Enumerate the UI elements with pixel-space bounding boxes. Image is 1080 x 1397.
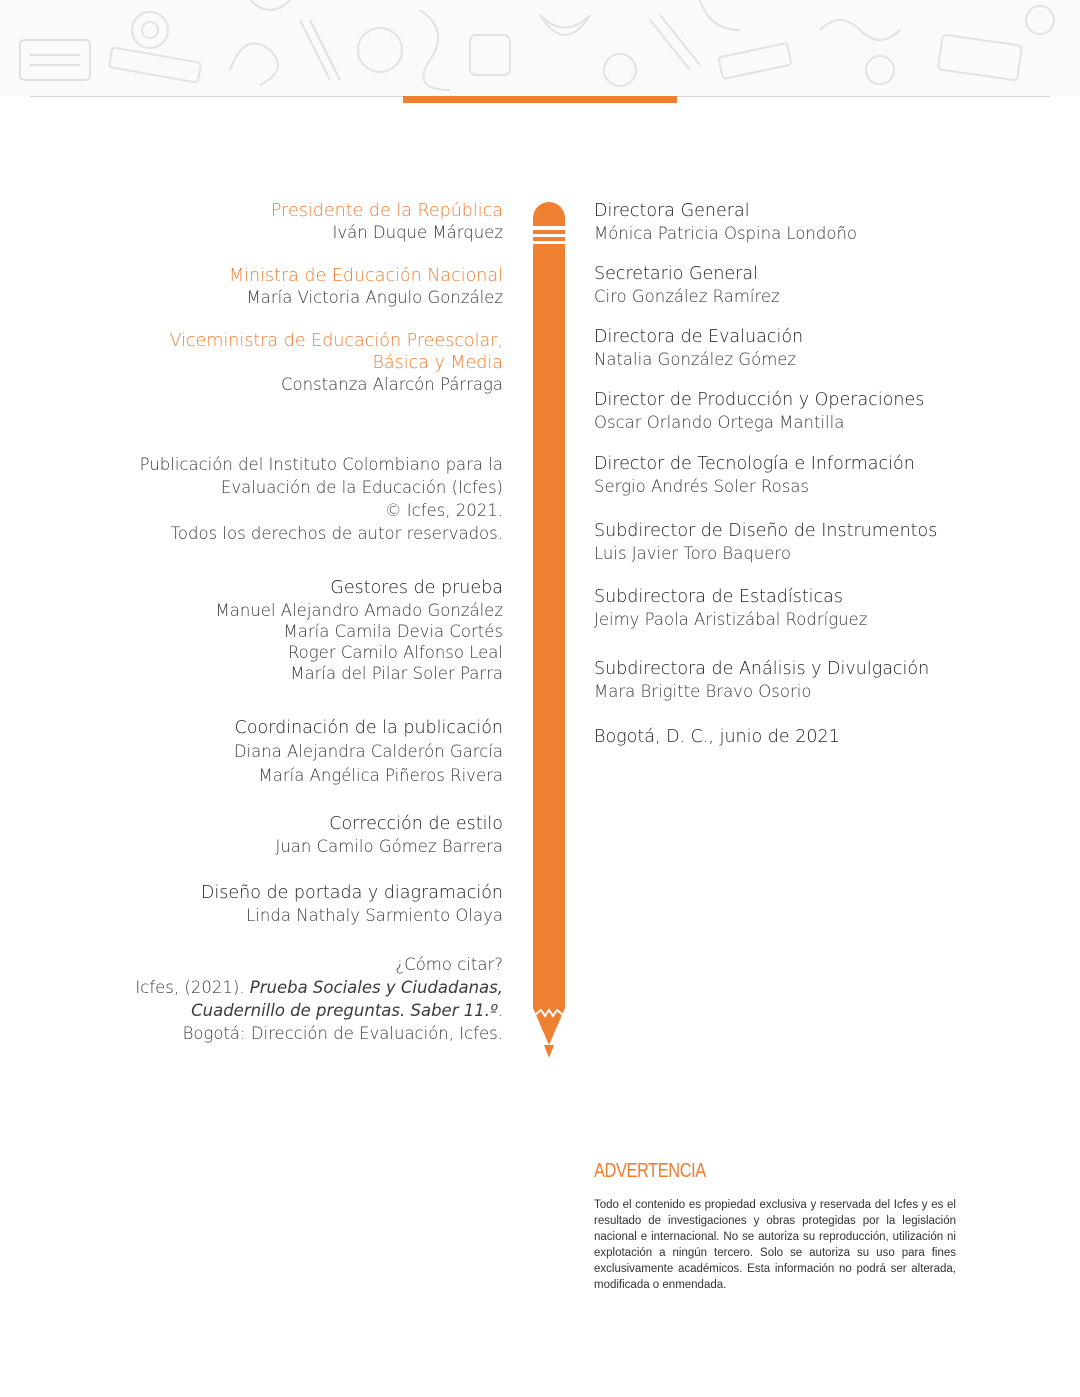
role-name: Ciro González Ramírez [594, 287, 780, 306]
citation-line: Bogotá: Dirección de Evaluación, Icfes. [182, 1024, 503, 1043]
role-name: Constanza Alarcón Párraga [280, 375, 503, 394]
role-name: Mónica Patricia Ospina Londoño [594, 224, 858, 243]
role-block [594, 453, 1034, 497]
person-name: María Angélica Piñeros Rivera [258, 766, 503, 785]
role-title: Subdirectora de Estadísticas [594, 587, 843, 607]
role-block [594, 520, 1034, 564]
role-block [60, 265, 503, 308]
publication-line: Todos los derechos de autor reservados. [170, 524, 503, 543]
coordinacion-block [60, 717, 503, 788]
role-name: Natalia González Gómez [594, 350, 797, 369]
role-title: Subdirector de Diseño de Instrumentos [594, 521, 938, 541]
role-title: Directora General [594, 201, 750, 221]
role-title: Viceministra de Educación Preescolar, [169, 331, 503, 351]
person-name: Linda Nathaly Sarmiento Olaya [246, 906, 503, 925]
gestores-block [60, 577, 503, 684]
role-name: Luis Javier Toro Baquero [594, 544, 791, 563]
role-name: Mara Brigitte Bravo Osorio [594, 682, 812, 701]
citation-title: Prueba Sociales y Ciudadanas, [249, 978, 503, 997]
person-name: Manuel Alejandro Amado González [215, 601, 503, 620]
citation-author: Icfes, (2021). [135, 978, 250, 997]
section-heading: Corrección de estilo [329, 814, 503, 834]
role-title: Directora de Evaluación [594, 327, 804, 347]
warning-title: ADVERTENCIA [594, 1160, 706, 1182]
person-name: Roger Camilo Alfonso Leal [287, 643, 503, 662]
role-name: Sergio Andrés Soler Rosas [594, 477, 810, 496]
citation-line [60, 976, 503, 999]
role-block [594, 200, 1034, 244]
pencil-icon [530, 200, 568, 1060]
publication-line: Publicación del Instituto Colombiano para la [139, 455, 503, 474]
publication-line: Evaluación de la Educación (Icfes) [220, 478, 503, 497]
header-accent-bar [403, 96, 677, 103]
role-title: Director de Tecnología e Información [594, 454, 915, 474]
role-title: Presidente de la República [270, 201, 503, 221]
citation-punct: . [497, 1001, 503, 1020]
role-title: Ministra de Educación Nacional [229, 266, 503, 286]
place-date-block [594, 726, 1034, 749]
role-block [594, 658, 1034, 702]
place-date: Bogotá, D. C., junio de 2021 [594, 727, 840, 747]
publication-info [60, 453, 503, 545]
role-title: Subdirectora de Análisis y Divulgación [594, 659, 930, 679]
warning-text: Todo el contenido es propiedad exclusiva y reservada del Icfes y es el resultado de investigaciones y obras protegidas por la legislación nacional e internacional. No se autoriza su reproducción, utilización ni explotación a ningún tercero. Solo se autoriza su uso para fines exclusivamente académicos. Esta información no podrá ser alterada, modificada o enmendada. [594, 1199, 956, 1291]
role-block [594, 263, 1034, 307]
diseno-block [60, 882, 503, 926]
citation-block [60, 953, 503, 1045]
section-heading: Coordinación de la publicación [234, 718, 503, 738]
correccion-block [60, 813, 503, 857]
person-name: Juan Camilo Gómez Barrera [275, 837, 503, 856]
role-block [594, 389, 1034, 433]
role-block [594, 326, 1034, 370]
person-name: María del Pilar Soler Parra [290, 664, 503, 683]
role-block [60, 200, 503, 243]
role-title: Director de Producción y Operaciones [594, 390, 925, 410]
role-block [594, 586, 1034, 630]
role-title: Básica y Media [372, 353, 503, 373]
section-heading: Diseño de portada y diagramación [200, 883, 503, 903]
warning-notice [594, 1160, 956, 1293]
section-heading: Gestores de prueba [330, 578, 503, 598]
role-block [60, 330, 503, 395]
person-name: Diana Alejandra Calderón García [233, 742, 503, 761]
person-name: María Camila Devia Cortés [283, 622, 503, 641]
role-name: Iván Duque Márquez [332, 223, 503, 242]
role-title: Secretario General [594, 264, 758, 284]
citation-title: Cuadernillo de preguntas. Saber 11.º [191, 1001, 498, 1020]
citation-heading: ¿Cómo citar? [395, 955, 503, 974]
role-name: Oscar Orlando Ortega Mantilla [594, 413, 845, 432]
role-name: María Victoria Angulo González [246, 288, 503, 307]
header-doodle-band [0, 0, 1080, 96]
role-name: Jeimy Paola Aristizábal Rodríguez [594, 610, 868, 629]
school-doodles-icon [0, 0, 1080, 96]
citation-line [60, 999, 503, 1022]
publication-line: © Icfes, 2021. [385, 501, 503, 520]
